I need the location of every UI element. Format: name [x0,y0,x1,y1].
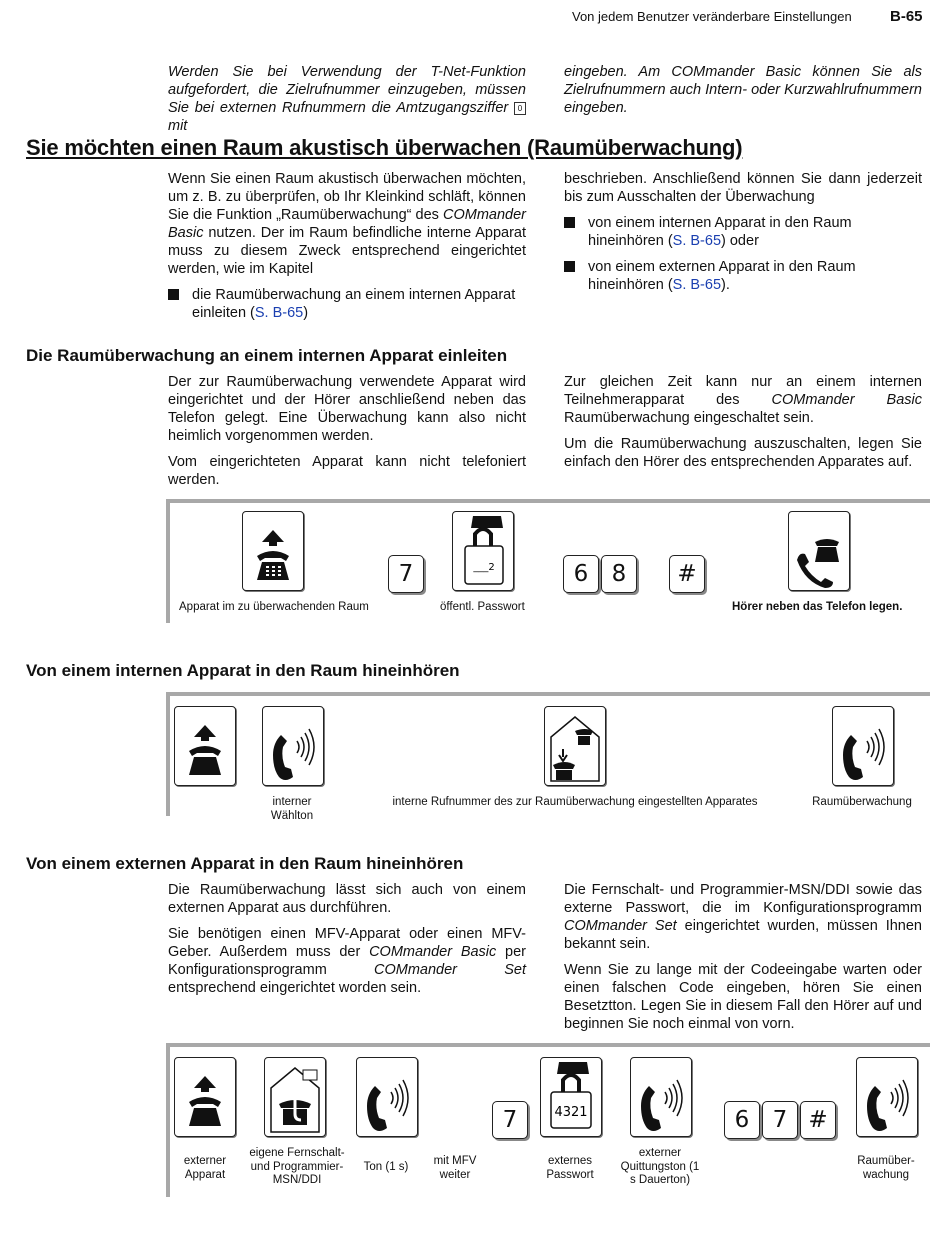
section2-right [564,373,922,479]
label-dial-tone: interner Wählton [270,796,314,822]
bullet-square-icon [564,261,575,272]
label-handset-beside: Hörer neben das Telefon legen. [732,601,903,613]
section1-right-paragraph: beschrieben. Anschließend können Sie dann jederzeit bis zum Ausschalten der Überwachung [564,171,922,205]
label-remote-msn: eigene Fernschalt- und Programmier- MSN/DDI [249,1147,345,1186]
section2-left [168,373,526,497]
key-6: 6 [724,1101,760,1139]
tone-icon [356,1057,418,1137]
section2-right-paragraph-2: Um die Raumüberwachung auszuschalten, legen Sie einfach den Hörer des entsprechenden Apparates auf. [564,436,922,470]
diagram-internal-listen [166,692,930,822]
diagram-internal-setup [166,499,930,623]
intro-right [564,63,922,125]
intro-left [168,63,526,143]
lock-password-icon [540,1057,602,1137]
section2-right-paragraph: Zur gleichen Zeit kann nur an einem internen Teilnehmerapparat des COMmander Basic Raumüberwachung eingeschaltet sein. [564,374,922,426]
key-6: 6 [563,555,599,593]
section1-right [564,170,922,302]
page-header-title: Von jedem Benutzer veränderbare Einstellungen [572,9,852,24]
label-room-phone: Apparat im zu überwachenden Raum [179,601,369,613]
section4-right-paragraph: Die Fernschalt- und Programmier-MSN/DDI sowie das externe Passwort, die im Konfigurationsprogramm COMmander Set eingerichtet wurden, müssen Ihnen bekannt sein. [564,882,922,952]
page-link[interactable]: S. B-65 [672,277,722,293]
label-external-phone: externer Apparat [183,1155,227,1181]
intro-left-paragraph [168,63,526,135]
section-title-internal-setup: Die Raumüberwachung an einem internen Apparat einleiten [26,346,508,365]
house-phone-icon [544,706,606,786]
section4-left-paragraph: Die Raumüberwachung lässt sich auch von einem externen Apparat aus durchführen. [168,882,526,916]
bullet-square-icon [168,289,179,300]
section4-right-paragraph-2: Wenn Sie zu lange mit der Codeeingabe warten oder einen falschen Code eingeben, hören Sie einen Besetztton. Legen Sie in diesem Fall den Hörer auf und beginnen Sie noch einmal von vorn. [564,962,922,1032]
key-7: 7 [388,555,424,593]
section2-left-paragraph-2: Vom eingerichteten Apparat kann nicht telefoniert werden. [168,454,526,488]
bullet-square-icon [564,217,575,228]
section-title-room-monitoring: Sie möchten einen Raum akustisch überwachen (Raumüberwachung) [26,135,743,160]
label-room-monitoring: Raumüberwachung [812,796,912,808]
section4-right [564,881,922,1041]
section1-left [168,170,526,330]
page-link[interactable]: S. B-65 [672,233,722,249]
label-room-monitoring: Raumüber- wachung [857,1155,915,1181]
key-zero-icon: 0 [514,102,526,115]
key-hash: # [669,555,705,593]
lock-code-text: 4321 [554,1105,588,1120]
remote-msn-icon [264,1057,326,1137]
section4-left-paragraph-2: Sie benötigen einen MFV-Apparat oder einen MFV-Geber. Außerdem muss der COMmander Basic per Konfigurationsprogramm COMmander Set entsprechend eingerichtet worden sein. [168,926,527,996]
key-8: 8 [601,555,637,593]
phone-lift-handset-icon [174,1057,236,1137]
page-link[interactable]: S. B-65 [254,305,304,321]
lock-password-icon [452,511,514,591]
label-internal-number: interne Rufnummer des zur Raumüberwachung eingestellten Apparates [392,796,758,808]
section-title-external-listen: Von einem externen Apparat in den Raum hineinhören [26,854,464,873]
section-title-internal-listen: Von einem internen Apparat in den Raum hineinhören [26,661,460,680]
diagram-external-listen [166,1043,930,1197]
page-number: B-65 [890,8,923,25]
key-7: 7 [492,1101,528,1139]
label-ack-tone: externer Quittungston (1 s Dauerton) [620,1147,700,1186]
phone-lift-handset-icon [174,706,236,786]
phone-lift-handset-icon [242,511,304,591]
label-mfv-continue: mit MFV weiter [433,1155,477,1181]
intro-left-text: Werden Sie bei Verwendung der T-Net-Funktion aufgefordert, die Zielrufnummer einzugeben, müssen Sie bei externen Rufnummern die Amtzugangsziffer [168,64,526,116]
section1-left-paragraph: Wenn Sie einen Raum akustisch überwachen möchten, um z. B. zu überprüfen, ob Ihr Kleinkind schläft, können Sie die Funktion „Raumüberwachung“ des COMmander Basic nutzen. Der im Raum befindliche interne Apparat muss zu diesem Zweck entsprechend eingerichtet werden, wie im Kapitel [168,171,526,277]
key-7b: 7 [762,1101,798,1139]
section4-left [168,881,526,1005]
key-hash: # [800,1101,836,1139]
bullet-item: von einem internen Apparat in den Raum hineinhören (S. B-65) oder [564,214,922,250]
section2-left-paragraph: Der zur Raumüberwachung verwendete Apparat wird eingerichtet und der Hörer anschließend neben das Telefon gelegt. Eine Überwachung kann also nicht heimlich vorgenommen werden. [168,374,526,444]
room-monitoring-sound-icon [832,706,894,786]
dial-tone-icon [262,706,324,786]
bullet-item: die Raumüberwachung an einem internen Apparat einleiten (S. B-65) [168,286,526,322]
label-external-password: externes Passwort [546,1155,594,1181]
intro-right-paragraph: eingeben. Am COMmander Basic können Sie als Zielrufnummern auch Intern- oder Kurzwahlrufnummern eingeben. [564,64,922,116]
label-tone: Ton (1 s) [363,1161,409,1173]
handset-beside-phone-icon [788,511,850,591]
lock-code-text: ___2 [473,562,495,573]
intro-left-end: mit [168,118,188,134]
label-public-password: öffentl. Passwort [440,601,525,613]
room-monitoring-sound-icon [856,1057,918,1137]
acknowledge-tone-icon [630,1057,692,1137]
bullet-item: von einem externen Apparat in den Raum hineinhören (S. B-65). [564,258,922,294]
